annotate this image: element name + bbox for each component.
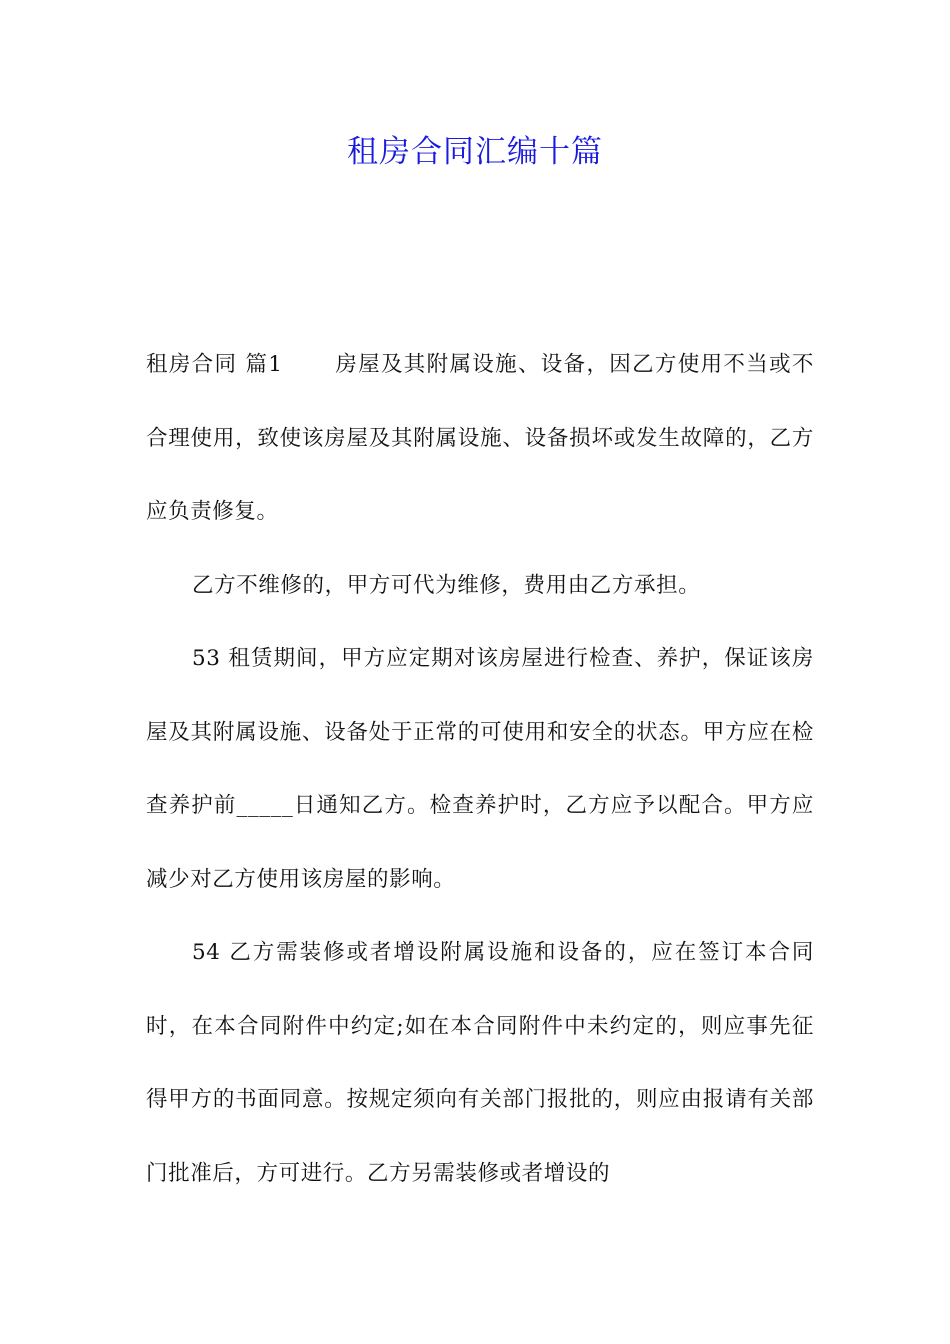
section-heading: 租房合同 篇1 [146,352,283,377]
paragraph-3: 53 租赁期间，甲方应定期对该房屋进行检查、养护，保证该房屋及其附属设施、设备处于正常的可使用和安全的状态。甲方应在检查养护前_____日通知乙方。检查养护时，乙方应予以配合。甲方应减少对乙方使用该房屋的影响。 [146,646,814,892]
paragraph-1 [146,328,814,549]
document-body [146,328,814,1210]
paragraph-text: 房屋及其附属设施、设备，因乙方使用不当或不合理使用，致使该房屋及其附属设施、设备损坏或发生故障的，乙方应负责修复。 [146,352,814,524]
paragraph-2: 乙方不维修的，甲方可代为维修，费用由乙方承担。 [192,572,701,598]
document-title: 租房合同汇编十篇 [347,134,603,170]
paragraph-4: 54 乙方需装修或者增设附属设施和设备的，应在签订本合同时，在本合同附件中约定;如在本合同附件中未约定的，则应事先征得甲方的书面同意。按规定须向有关部门报批的，则应由报请有关部门批准后，方可进行。乙方另需装修或者增设的 [146,940,814,1186]
